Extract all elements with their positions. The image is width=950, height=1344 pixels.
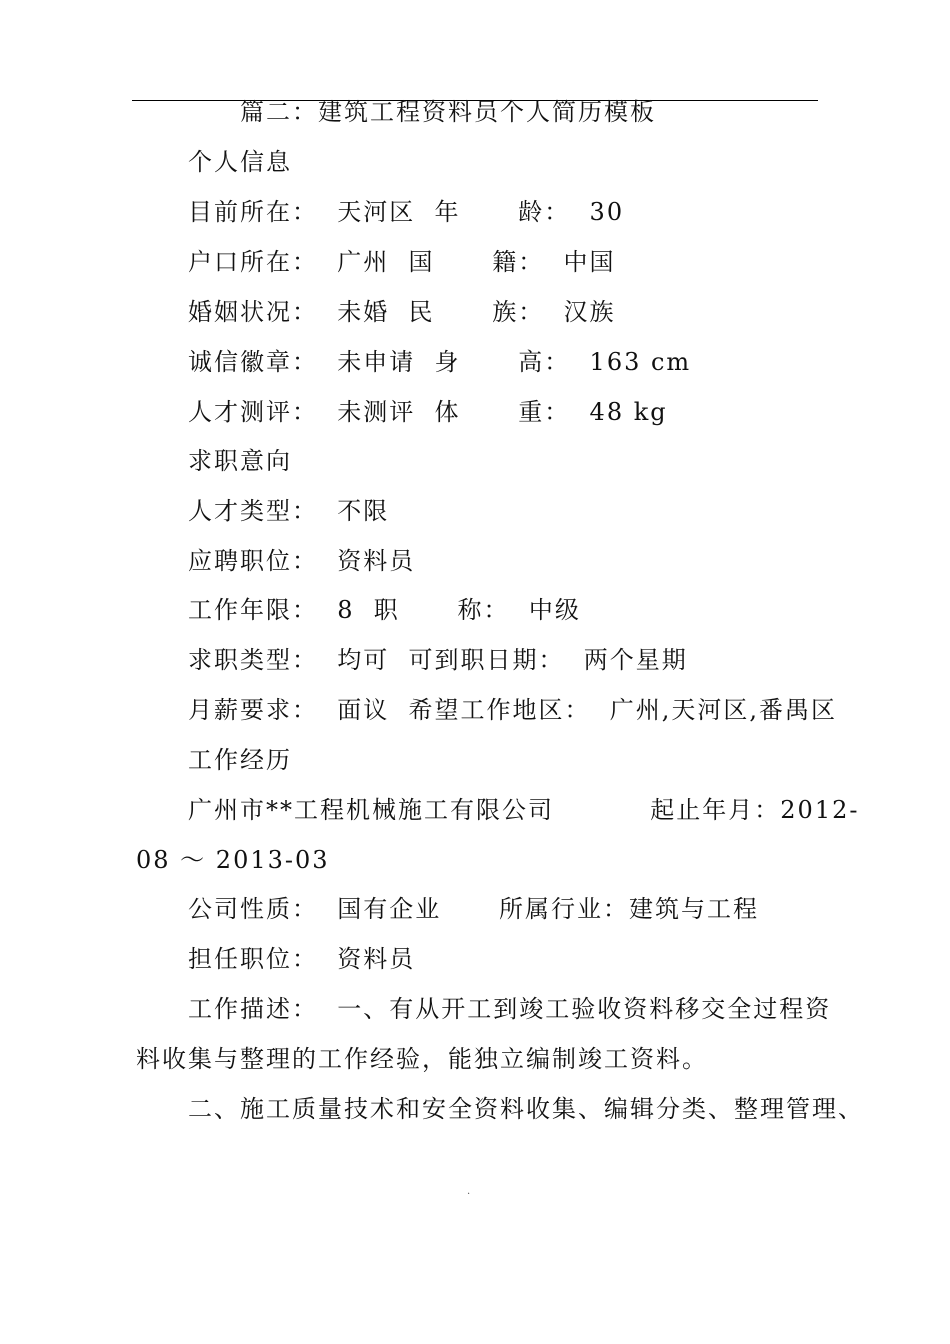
intent-row-job-type-start: 求职类型： 均可 可到职日期： 两个星期 [188, 646, 688, 674]
experience-description-line-3: 二、施工质量技术和安全资料收集、编辑分类、整理管理、 [188, 1095, 864, 1123]
section-heading-intent: 求职意向 [188, 447, 292, 475]
intent-row-position: 应聘职位： 资料员 [188, 547, 416, 575]
experience-position-line: 担任职位： 资料员 [188, 945, 416, 973]
personal-row-marital-ethnicity: 婚姻状况： 未婚 民 族： 汉族 [188, 298, 616, 326]
intent-row-talent-type: 人才类型： 不限 [188, 497, 390, 525]
experience-date-continuation: 08 ～ 2013-03 [136, 846, 330, 874]
footer-dot: . [467, 1186, 471, 1197]
personal-row-badge-height: 诚信徽章： 未申请 身 高： 163 cm [188, 348, 692, 376]
experience-company-line: 广州市**工程机械施工有限公司 起止年月：2012- [188, 796, 860, 824]
section-heading-personal: 个人信息 [188, 148, 292, 176]
experience-description-line-1: 工作描述： 一、有从开工到竣工验收资料移交全过程资 [188, 995, 832, 1023]
personal-row-assessment-weight: 人才测评： 未测评 体 重： 48 kg [188, 398, 668, 426]
experience-description-line-2: 料收集与整理的工作经验，能独立编制竣工资料。 [136, 1045, 708, 1073]
experience-nature-industry: 公司性质： 国有企业 所属行业：建筑与工程 [188, 895, 760, 923]
document-title: 篇二：建筑工程资料员个人简历模板 [240, 98, 656, 126]
intent-row-years-title: 工作年限： 8 职 称： 中级 [188, 596, 581, 624]
intent-row-salary-area: 月薪要求： 面议 希望工作地区： 广州,天河区,番禺区 [188, 696, 838, 724]
personal-row-location-age: 目前所在： 天河区 年 龄： 30 [188, 198, 625, 226]
personal-row-hukou-nationality: 户口所在： 广州 国 籍： 中国 [188, 248, 616, 276]
section-heading-experience: 工作经历 [188, 746, 292, 774]
